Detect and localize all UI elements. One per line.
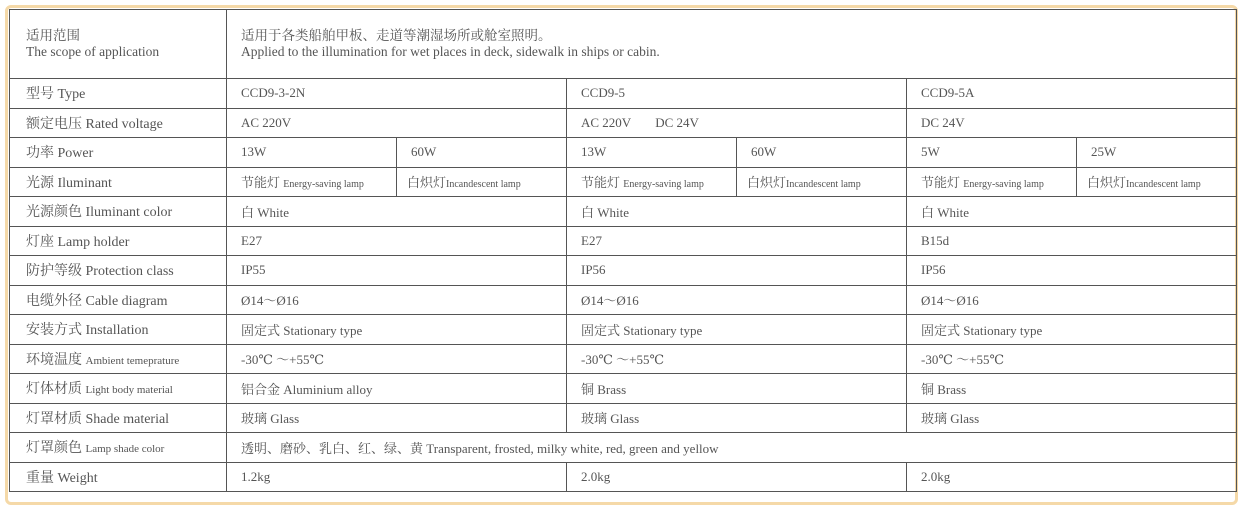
table-row (10, 10, 1237, 79)
installation-cell: 固定式 Stationary type (227, 315, 567, 345)
body-material-cell: 铝合金 Aluminium alloy (227, 374, 567, 404)
shade-material-label: 灯罩材质 Shade material (10, 403, 227, 433)
table-row (10, 138, 1237, 168)
shade-color-label-zh: 灯罩颜色 (26, 441, 82, 457)
scope-label-zh: 适用范围 (26, 28, 80, 43)
scope-value-zh: 适用于各类船舶甲板、走道等潮湿场所或舱室照明。 (241, 28, 552, 43)
table-row (10, 433, 1237, 463)
shade-color-label (10, 433, 227, 463)
illuminant-zh: 白炽灯 (1087, 175, 1127, 191)
scope-value (227, 10, 1237, 79)
protection-cell: IP55 (227, 256, 567, 286)
weight-cell: 1.2kg (227, 462, 567, 492)
power-cell: 60W (737, 138, 907, 168)
power-cell: 25W (1077, 138, 1237, 168)
illuminant-en: Energy-saving lamp (963, 179, 1044, 191)
table-row (10, 462, 1237, 492)
holder-label: 灯座 Lamp holder (10, 226, 227, 256)
ambient-cell: -30℃ ～+55℃ (227, 344, 567, 374)
cable-cell: Ø14～Ø16 (227, 285, 567, 315)
body-material-cell: 铜 Brass (907, 374, 1237, 404)
voltage-dc: DC 24V (655, 114, 699, 130)
illuminant-zh: 节能灯 (241, 175, 281, 191)
body-material-label-en: Light body material (85, 384, 173, 397)
holder-cell: E27 (227, 226, 567, 256)
spec-table (9, 9, 1237, 492)
illuminant-en: Incandescent lamp (786, 179, 861, 191)
table-row (10, 79, 1237, 109)
illuminant-en: Energy-saving lamp (623, 179, 704, 191)
shade-material-cell: 玻璃 Glass (567, 403, 907, 433)
protection-cell: IP56 (907, 256, 1237, 286)
table-row (10, 344, 1237, 374)
table-row (10, 108, 1237, 138)
body-material-label (10, 374, 227, 404)
illuminant-cell (737, 167, 907, 197)
shade-material-cell: 玻璃 Glass (227, 403, 567, 433)
illuminant-zh: 节能灯 (581, 175, 621, 191)
color-label-zh: 光源颜色 (26, 205, 82, 221)
table-row (10, 226, 1237, 256)
cable-label: 电缆外径 Cable diagram (10, 285, 227, 315)
table-row (10, 403, 1237, 433)
table-row (10, 315, 1237, 345)
power-cell: 13W (567, 138, 737, 168)
illuminant-cell (397, 167, 567, 197)
illuminant-zh: 节能灯 (921, 175, 961, 191)
color-label-en: Iluminant color (85, 205, 173, 221)
type-cell: CCD9-5 (567, 79, 907, 109)
shade-color-cell: 透明、磨砂、乳白、红、绿、黄 Transparent, frosted, milky white, red, green and yellow (227, 433, 1237, 463)
illuminant-label: 光源 Iluminant (10, 167, 227, 197)
shade-material-cell: 玻璃 Glass (907, 403, 1237, 433)
illuminant-cell (1077, 167, 1237, 197)
color-cell: 白 White (907, 197, 1237, 227)
voltage-label: 额定电压 Rated voltage (10, 108, 227, 138)
type-cell: CCD9-3-2N (227, 79, 567, 109)
illuminant-cell (567, 167, 737, 197)
illuminant-en: Incandescent lamp (446, 179, 521, 191)
voltage-cell (567, 108, 907, 138)
installation-cell: 固定式 Stationary type (907, 315, 1237, 345)
weight-cell: 2.0kg (567, 462, 907, 492)
illuminant-zh: 白炽灯 (407, 175, 447, 191)
power-label: 功率 Power (10, 138, 227, 168)
ambient-cell: -30℃ ～+55℃ (907, 344, 1237, 374)
table-row (10, 285, 1237, 315)
cable-cell: Ø14～Ø16 (567, 285, 907, 315)
power-cell: 13W (227, 138, 397, 168)
holder-cell: B15d (907, 226, 1237, 256)
body-material-cell: 铜 Brass (567, 374, 907, 404)
voltage-cell: DC 24V (907, 108, 1237, 138)
installation-cell: 固定式 Stationary type (567, 315, 907, 345)
protection-label: 防护等级 Protection class (10, 256, 227, 286)
color-cell: 白 White (567, 197, 907, 227)
scope-label-en: The scope of application (26, 44, 160, 59)
installation-label: 安装方式 Installation (10, 315, 227, 345)
ambient-label-zh: 环境温度 (26, 352, 82, 368)
ambient-label-en: Ambient temeprature (85, 354, 180, 367)
type-label: 型号 Type (10, 79, 227, 109)
cable-cell: Ø14～Ø16 (907, 285, 1237, 315)
table-row (10, 167, 1237, 197)
body-material-label-zh: 灯体材质 (26, 382, 82, 398)
illuminant-cell (907, 167, 1077, 197)
type-cell: CCD9-5A (907, 79, 1237, 109)
color-cell: 白 White (227, 197, 567, 227)
table-row (10, 256, 1237, 286)
scope-label (10, 10, 227, 79)
table-row (10, 374, 1237, 404)
power-cell: 60W (397, 138, 567, 168)
weight-label: 重量 Weight (10, 462, 227, 492)
voltage-cell: AC 220V (227, 108, 567, 138)
protection-cell: IP56 (567, 256, 907, 286)
table-row (10, 197, 1237, 227)
illuminant-en: Incandescent lamp (1126, 179, 1201, 191)
illuminant-zh: 白炽灯 (747, 175, 787, 191)
weight-cell: 2.0kg (907, 462, 1237, 492)
voltage-ac: AC 220V (581, 114, 632, 130)
holder-cell: E27 (567, 226, 907, 256)
color-label (10, 197, 227, 227)
shade-color-label-en: Lamp shade color (85, 443, 165, 456)
scope-value-en: Applied to the illumination for wet places in deck, sidewalk in ships or cabin. (241, 44, 660, 59)
power-cell: 5W (907, 138, 1077, 168)
illuminant-cell (227, 167, 397, 197)
ambient-label (10, 344, 227, 374)
ambient-cell: -30℃ ～+55℃ (567, 344, 907, 374)
illuminant-en: Energy-saving lamp (283, 179, 364, 191)
